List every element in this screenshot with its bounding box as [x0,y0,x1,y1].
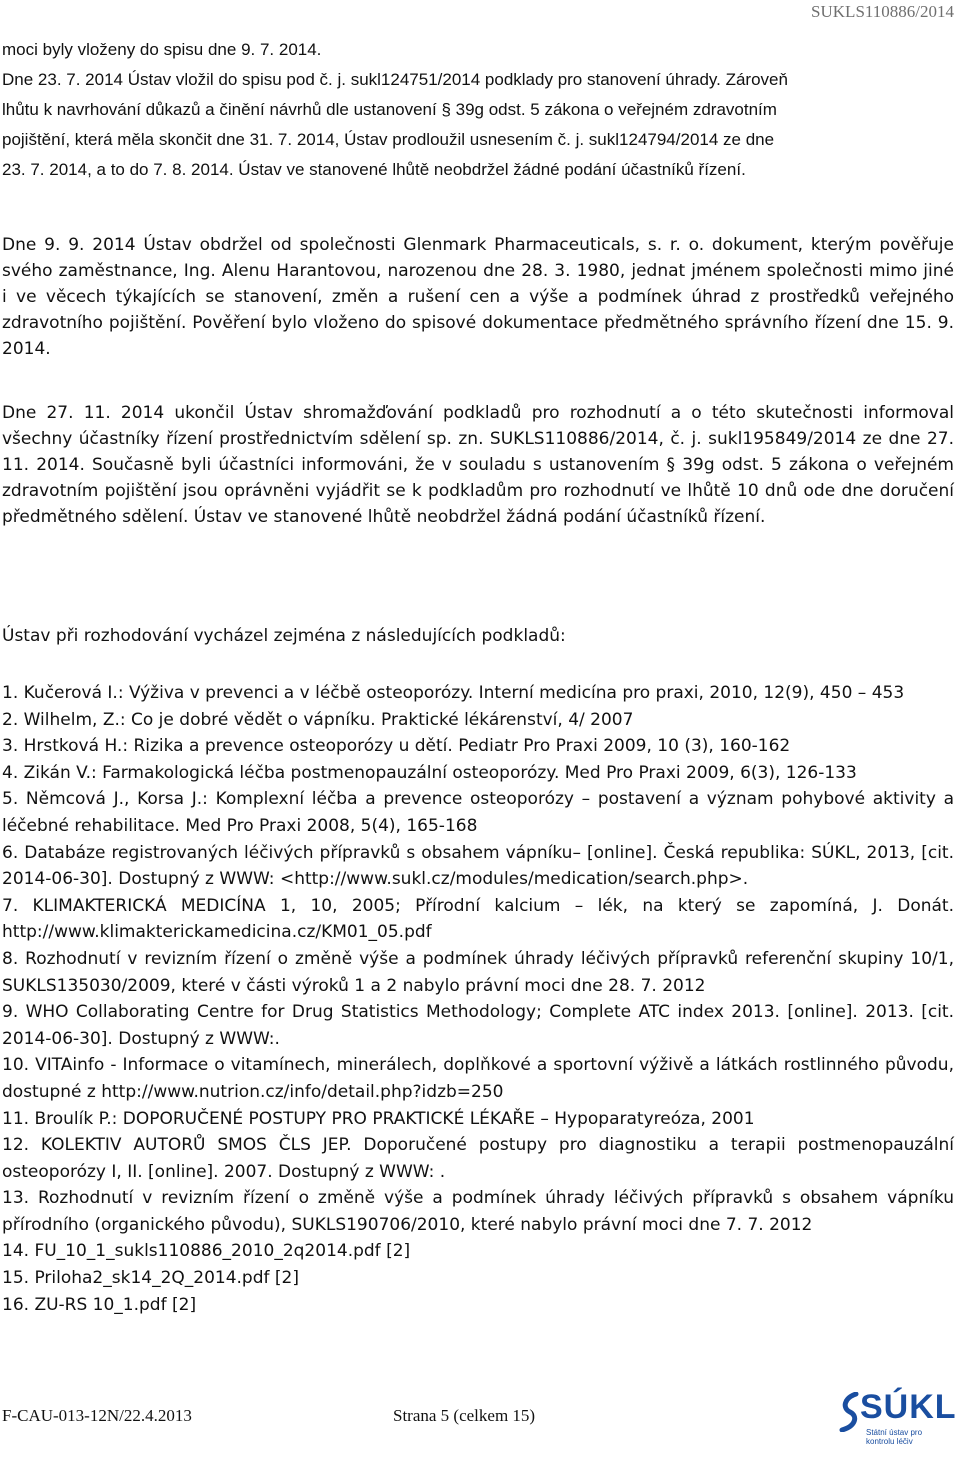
reference-item: 7. KLIMAKTERICKÁ MEDICÍNA 1, 10, 2005; Přírodní kalcium – lék, na který se zapomíná, J. Donát. http://www.klimakterickamedicina.cz/KM01_05.pdf [2,895,954,943]
reference-item: 15. Priloha2_sk14_2Q_2014.pdf [2] [2,1268,299,1289]
reference-item: 16. ZU-RS 10_1.pdf [2] [2,1294,197,1315]
footer-form-code: F-CAU-013-12N/22.4.2013 [2,1406,192,1425]
reference-item: 10. VITAinfo - Informace o vitamínech, minerálech, doplňkové a sportovní výživě a látkách rostlinného původu, dostupné z http://www.nutrion.cz/info/detail.php?idzb=250 [2,1055,954,1102]
reference-item: 6. Databáze registrovaných léčivých přípravků s obsahem vápníku– [online]. Česká republika: SÚKL, 2013, [cit. 2014-06-30]. Dostupný z WWW: <http://www.sukl.cz/modules/medication/search.php>. [2,842,954,890]
paragraph-line: lhůtu k navrhování důkazů a činění návrhů dle ustanovení § 39g odst. 5 zákona o veřejném zdravotním [2,100,777,119]
paragraph-continuation: moci byly vloženy do spisu dne 9. 7. 2014. [2,40,322,59]
reference-item: 5. Němcová J., Korsa J.: Komplexní léčba a prevence osteoporózy – postavení a význam pohybové aktivity a léčebné rehabilitace. Med Pro Praxi 2008, 5(4), 165-168 [2,789,954,836]
reference-item: 12. KOLEKTIV AUTORŮ SMOS ČLS JEP. Doporučené postupy pro diagnostiku a terapii postmenopauzální osteoporózy I, II. [online]. 2007. Dostupný z WWW: . [2,1135,954,1182]
paragraph-sources-intro: Ústav při rozhodování vycházel zejména z následujících podkladů: [2,626,566,646]
reference-item: 8. Rozhodnutí v revizním řízení o změně výše a podmínek úhrady léčivých přípravků referenční skupiny 10/1, SUKLS135030/2009, které v části výroků 1 a 2 nabylo právní moci dne 28. 7. 2012 [2,948,954,996]
reference-list [2,680,954,1318]
reference-item: 4. Zikán V.: Farmakologická léčba postmenopauzální osteoporózy. Med Pro Praxi 2009, 6(3), 126-133 [2,762,857,783]
paragraph-line: pojištění, která měla skončit dne 31. 7. 2014, Ústav prodloužil usnesením č. j. sukl124794/2014 ze dne [2,130,775,149]
paragraph-line: 23. 7. 2014, a to do 7. 8. 2014. Ústav ve stanovené lhůtě neobdržel žádné podání účastníků řízení. [2,160,746,179]
paragraph-evidence-closed: Dne 27. 11. 2014 ukončil Ústav shromažďování podkladů pro rozhodnutí a o této skutečnosti informoval všechny účastníky řízení prostřednictvím sdělení sp. zn. SUKLS110886/2014, č. j. sukl195849/2014 ze dne 27. 11. 2014. Současně byli účastníci informováni, že v souladu s ustanovením § 39g odst. 5 zákona o veřejném zdravotním pojištění jsou oprávněni vyjádřit se k podkladům pro rozhodnutí ve lhůtě 10 dnů ode dne doručení předmětného sdělení. Ústav ve stanovené lhůtě neobdržel žádná podání účastníků řízení. [2,403,954,527]
logo-wordmark: SÚKL [860,1388,957,1426]
reference-item: 1. Kučerová I.: Výživa v prevenci a v léčbě osteoporózy. Interní medicína pro praxi, 2010, 12(9), 450 – 453 [2,683,905,703]
reference-item: 3. Hrstková H.: Rizika a prevence osteoporózy u dětí. Pediatr Pro Praxi 2009, 10 (3), 160-162 [2,736,791,757]
sukl-logo [838,1388,957,1450]
paragraph-authorization: Dne 9. 9. 2014 Ústav obdržel od společnosti Glenmark Pharmaceuticals, s. r. o. dokument, kterým pověřuje svého zaměstnance, Ing. Alenu Harantovou, narozenou dne 28. 3. 1980, jednat jménem společnosti mimo jiné i ve věcech týkajících se stanovení, změn a rušení cen a výše a podmínek úhrad z prostředků veřejného zdravotního pojištění. Pověření bylo vloženo do spisové dokumentace předmětného správního řízení dne 15. 9. 2014. [2,235,954,359]
footer-page-number: Strana 5 (celkem 15) [393,1406,536,1425]
header-reference: SUKLS110886/2014 [811,2,954,21]
logo-mark-icon [838,1392,862,1432]
paragraph-deadline-extension [2,65,954,185]
logo-subtitle: Státní ústav pro kontrolu léčiv [866,1428,923,1446]
reference-item: 9. WHO Collaborating Centre for Drug Statistics Methodology; Complete ATC index 2013. [online]. 2013. [cit. 2014-06-30]. Dostupný z WWW:. [2,1002,954,1049]
reference-item: 14. FU_10_1_sukls110886_2010_2q2014.pdf [2] [2,1241,411,1262]
reference-item: 11. Broulík P.: DOPORUČENÉ POSTUPY PRO PRAKTICKÉ LÉKAŘE – Hypoparatyreóza, 2001 [2,1108,755,1129]
reference-item: 2. Wilhelm, Z.: Co je dobré vědět o vápníku. Praktické lékárenství, 4/ 2007 [2,709,634,730]
reference-item: 13. Rozhodnutí v revizním řízení o změně výše a podmínek úhrady léčivých přípravků s obsahem vápníku přírodního (organického původu), SUKLS190706/2010, které nabylo právní moci dne 7. 7. 2012 [2,1188,954,1235]
paragraph-line: Dne 23. 7. 2014 Ústav vložil do spisu pod č. j. sukl124751/2014 podklady pro stanovení úhrady. Zároveň [2,70,788,89]
